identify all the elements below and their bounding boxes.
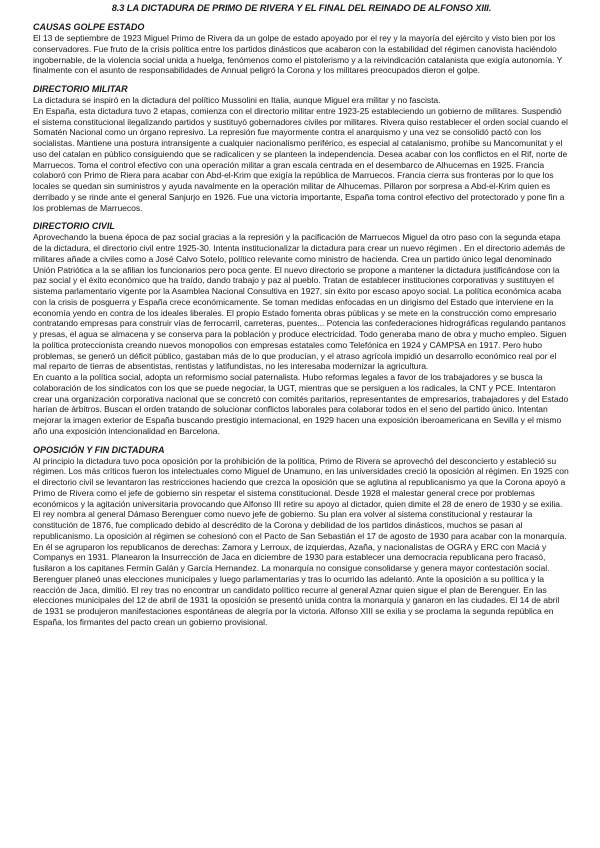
paragraph: En cuanto a la política social, adopta un reformismo social paternalista. Hubo reformas legales a favor de los trabajadores y se busca la colaboración de los sindicatos con los que se puede negociar, la UGT, mientras que se persiguen a los radicales, la CNT y PCE. Intentaron crear una organización corporativa nacional que se concretó con comités paritarios, representantes de empresarios, trabajadores y del Estado harían de árbitros. Buscan el orden tratando de solucionar conflictos laborales para colaborar todos en el seno del partido único. Intentan mejorar la imagen exterior de España buscando prestigio internacional, en 1929 hacen una exposición iberoamericana en Sevilla y el mismo año una exposición intencionalidad en Barcelona.	[33, 372, 569, 436]
paragraph: En España, esta dictadura tuvo 2 etapas, comienza con el directorio militar entre 1923-25 estableciendo un gobierno de militares. Suspendió el sistema constitucional ilegalizando partidos y sustituyó gobernadores civiles por militares. Rivera quiso restablecer el orden social cuando el Somatén Nacional como un órgano represivo. La represión fue mayormente contra el anarquismo y una vez se consolidó pactó con los socialistas. Mantiene una postura intransigente a cualquier nacionalismo periférico, es especial al catalanismo, prohíbe su Mancomunitat y el uso del catalan en público consiguiendo que se radicalicen y se planteen la independencia. Desea acabar con los conflictos en el Rif, norte de Marruecos. Toma el control efectivo con una operación militar a gran escala centrada en el desembarco de Alhucemas en 1925. Francia colaboró con Primo de Riera para acabar con Abd-el-Krim que exigía la república de Marruecos. Francia cierra sus fronteras por lo que los locales se quedan sin suministros y ayuda navalmente en la operación militar de Alhucemas. Pillaron por sorpresa a Abd-el-Krim quien es derribado y se rinde ante el general Sanjurjo en 1926. Fue una victoria importante, España toma control efectivo del protectorado y pone fin a los problemas de Marruecos.	[33, 105, 568, 213]
paragraph: La dictadura se inspiró en la dictadura del político Mussolini en Italia, aunque Miguel era militar y no fascista.	[33, 95, 441, 105]
section-causas-golpe-estado	[33, 22, 570, 76]
paragraph: El 13 de septiembre de 1923 Miguel Primo de Rivera da un golpe de estado apoyado por el rey y la mayoría del ejército y visto bien por los conservadores. Fue fruto de la crisis política entre los partidos dinásticos que acabaron con la estabilidad del régimen canovista haciéndolo ingobernable, de la violencia social unida a huelga, fenómenos como el pistolerismo y a la reivindicación catalanista que exigía autonomía. Y finalmente con el asunto de responsabilidades de Annual peligró la Corona y los militares preocupados dieron el golpe.	[33, 33, 563, 76]
section-heading: OPOSICIÓN Y FIN DICTADURA	[33, 444, 165, 455]
document-title: 8.3 LA DICTADURA DE PRIMO DE RIVERA Y EL FINAL DEL REINADO DE ALFONSO XIII.	[111, 3, 492, 13]
section-heading: DIRECTORIO MILITAR	[33, 84, 128, 94]
paragraph: Al principio la dictadura tuvo poca oposición por la prohibición de la política, Primo de Rivera se aprovechó del desconcierto y estableció su régimen. Los más críticos fueron los intelectuales como Miguel de Unamuno, en las universidades creció la oposición al régimen. En 1925 con el directorio civil se levantaron las restricciones haciendo que crezca la oposición que se aglutina al republicanismo ya que la Corona apoyó a Primo de Rivera como el jefe de gobierno sin respetar el sistema constitucional. Desde 1928 el malestar general crece por problemas económicos y la agitación universitaria provocando que Alfonso III retire su apoyo al dictador, quien dimite el 28 de enero de 1930 y se exilia. El rey nombra al general Dámaso Berenguer como nuevo jefe de gobierno. Su plan era volver al sistema constitucional y restaurar la constitución de 1876, fue complicado debido al descrédito de la Corona y debilidad de los partidos dinásticos, muchos se pasan al republicanismo. La oposición al régimen se cohesionó con el Pacto de San Sebastián el 17 de agosto de 1930 para acabar con la monarquía. En él se agruparon los republicanos de derechas: Zamora y Lerroux, de izquierdas, Azaña, y nacionalistas de OGRA y ERC con Maciá y Companys en 1931. Planearon la Insurrección de Jaca en diciembre de 1930 para establecer una democracia republicana pero fracasó, fusilaron a los capitanes Fermín Galán y García Hernandez. La monarquía no consigue consolidarse y genera mayor contestación social. Berenguer planeó unas elecciones municipales y luego parlamentarias y tras lo ocurrido las adelantó. Ante la oposición a su política y la reacción de Jaca, dimitió. El rey tras no encontrar un candidato político recurre al general Aznar quien sigue el plan de Berenguer. En las elecciones municipales del 12 de abril de 1931 la oposición se presentó unida contra la monarquía y ganaron en las ciudades. El 14 de abril de 1931 se produjeron manifestaciones espontáneas de alegría por la victoria. Alfonso XIII se exilia y se proclama la segunda república en España, los firmantes del pacto crean un gobierno provisional.	[33, 455, 569, 627]
section-gap	[33, 213, 570, 221]
section-gap	[33, 437, 570, 445]
section-heading: CAUSAS GOLPE ESTADO	[33, 22, 145, 32]
section-heading: DIRECTORIO CIVIL	[33, 221, 115, 232]
paragraph: Aprovechando la buena época de paz social gracias a la represión y la pacificación de Marruecos Miguel da otro paso con la segunda etapa de la dictadura, el directorio civil entre 1925-30. Intenta institucionalizar la dictadura para crear un nuevo régimen . En el directorio además de militares añade a civiles como a José Calvo Sotelo, político relevante como ministro de hacienda. Crea un partido único legal denominado Unión Patriótica a la se afilian los funcionarios pero poca gente. El nuevo directorio se propone a mantener la dictadura justificándose con la paz social y el éxito económico que ha traído, dando trabajo y paz al pueblo. Tratan de establecer instituciones corporativas y sustituyen el sistema parlamentario vigente por la Asamblea Nacional Consultiva en 1927, sin éxito por escaso apoyo social. La política económica acaba con la crisis de posguerra y España crece económicamente. Se toman medidas enfocadas en un dirigismo del Estado que interviene en la economía yendo en contra de los ideales liberales. El propio Estado fomenta obras públicas y se mete en la construcción como empresario contratando empresas para construir vías de ferrocarril, carreteras, puentes... Potencia las confederaciones hidrográficas regulando pantanos y presas, el agua se almacena y se conserva para la población y produce electricidad. Todo generaba mano de obra y mucho empleo. Siguen la política proteccionista creando nuevos monopolios con empresas estatales como Telefónica en 1924 y CAMPSA en 1917. Pero hubo problemas, se generó un déficit público, gastaban más de lo que producían, y el atraso agrícola impidió un desarrollo económico real por el mal reparto de tierras de absentistas, rentistas y latifundistas, no les interesaba modernizar la agricultura.	[33, 232, 567, 372]
section-gap	[33, 76, 570, 84]
section-directorio-civil	[33, 221, 570, 436]
section-oposicion-fin-dictadura	[33, 445, 570, 628]
section-directorio-militar	[33, 84, 570, 213]
